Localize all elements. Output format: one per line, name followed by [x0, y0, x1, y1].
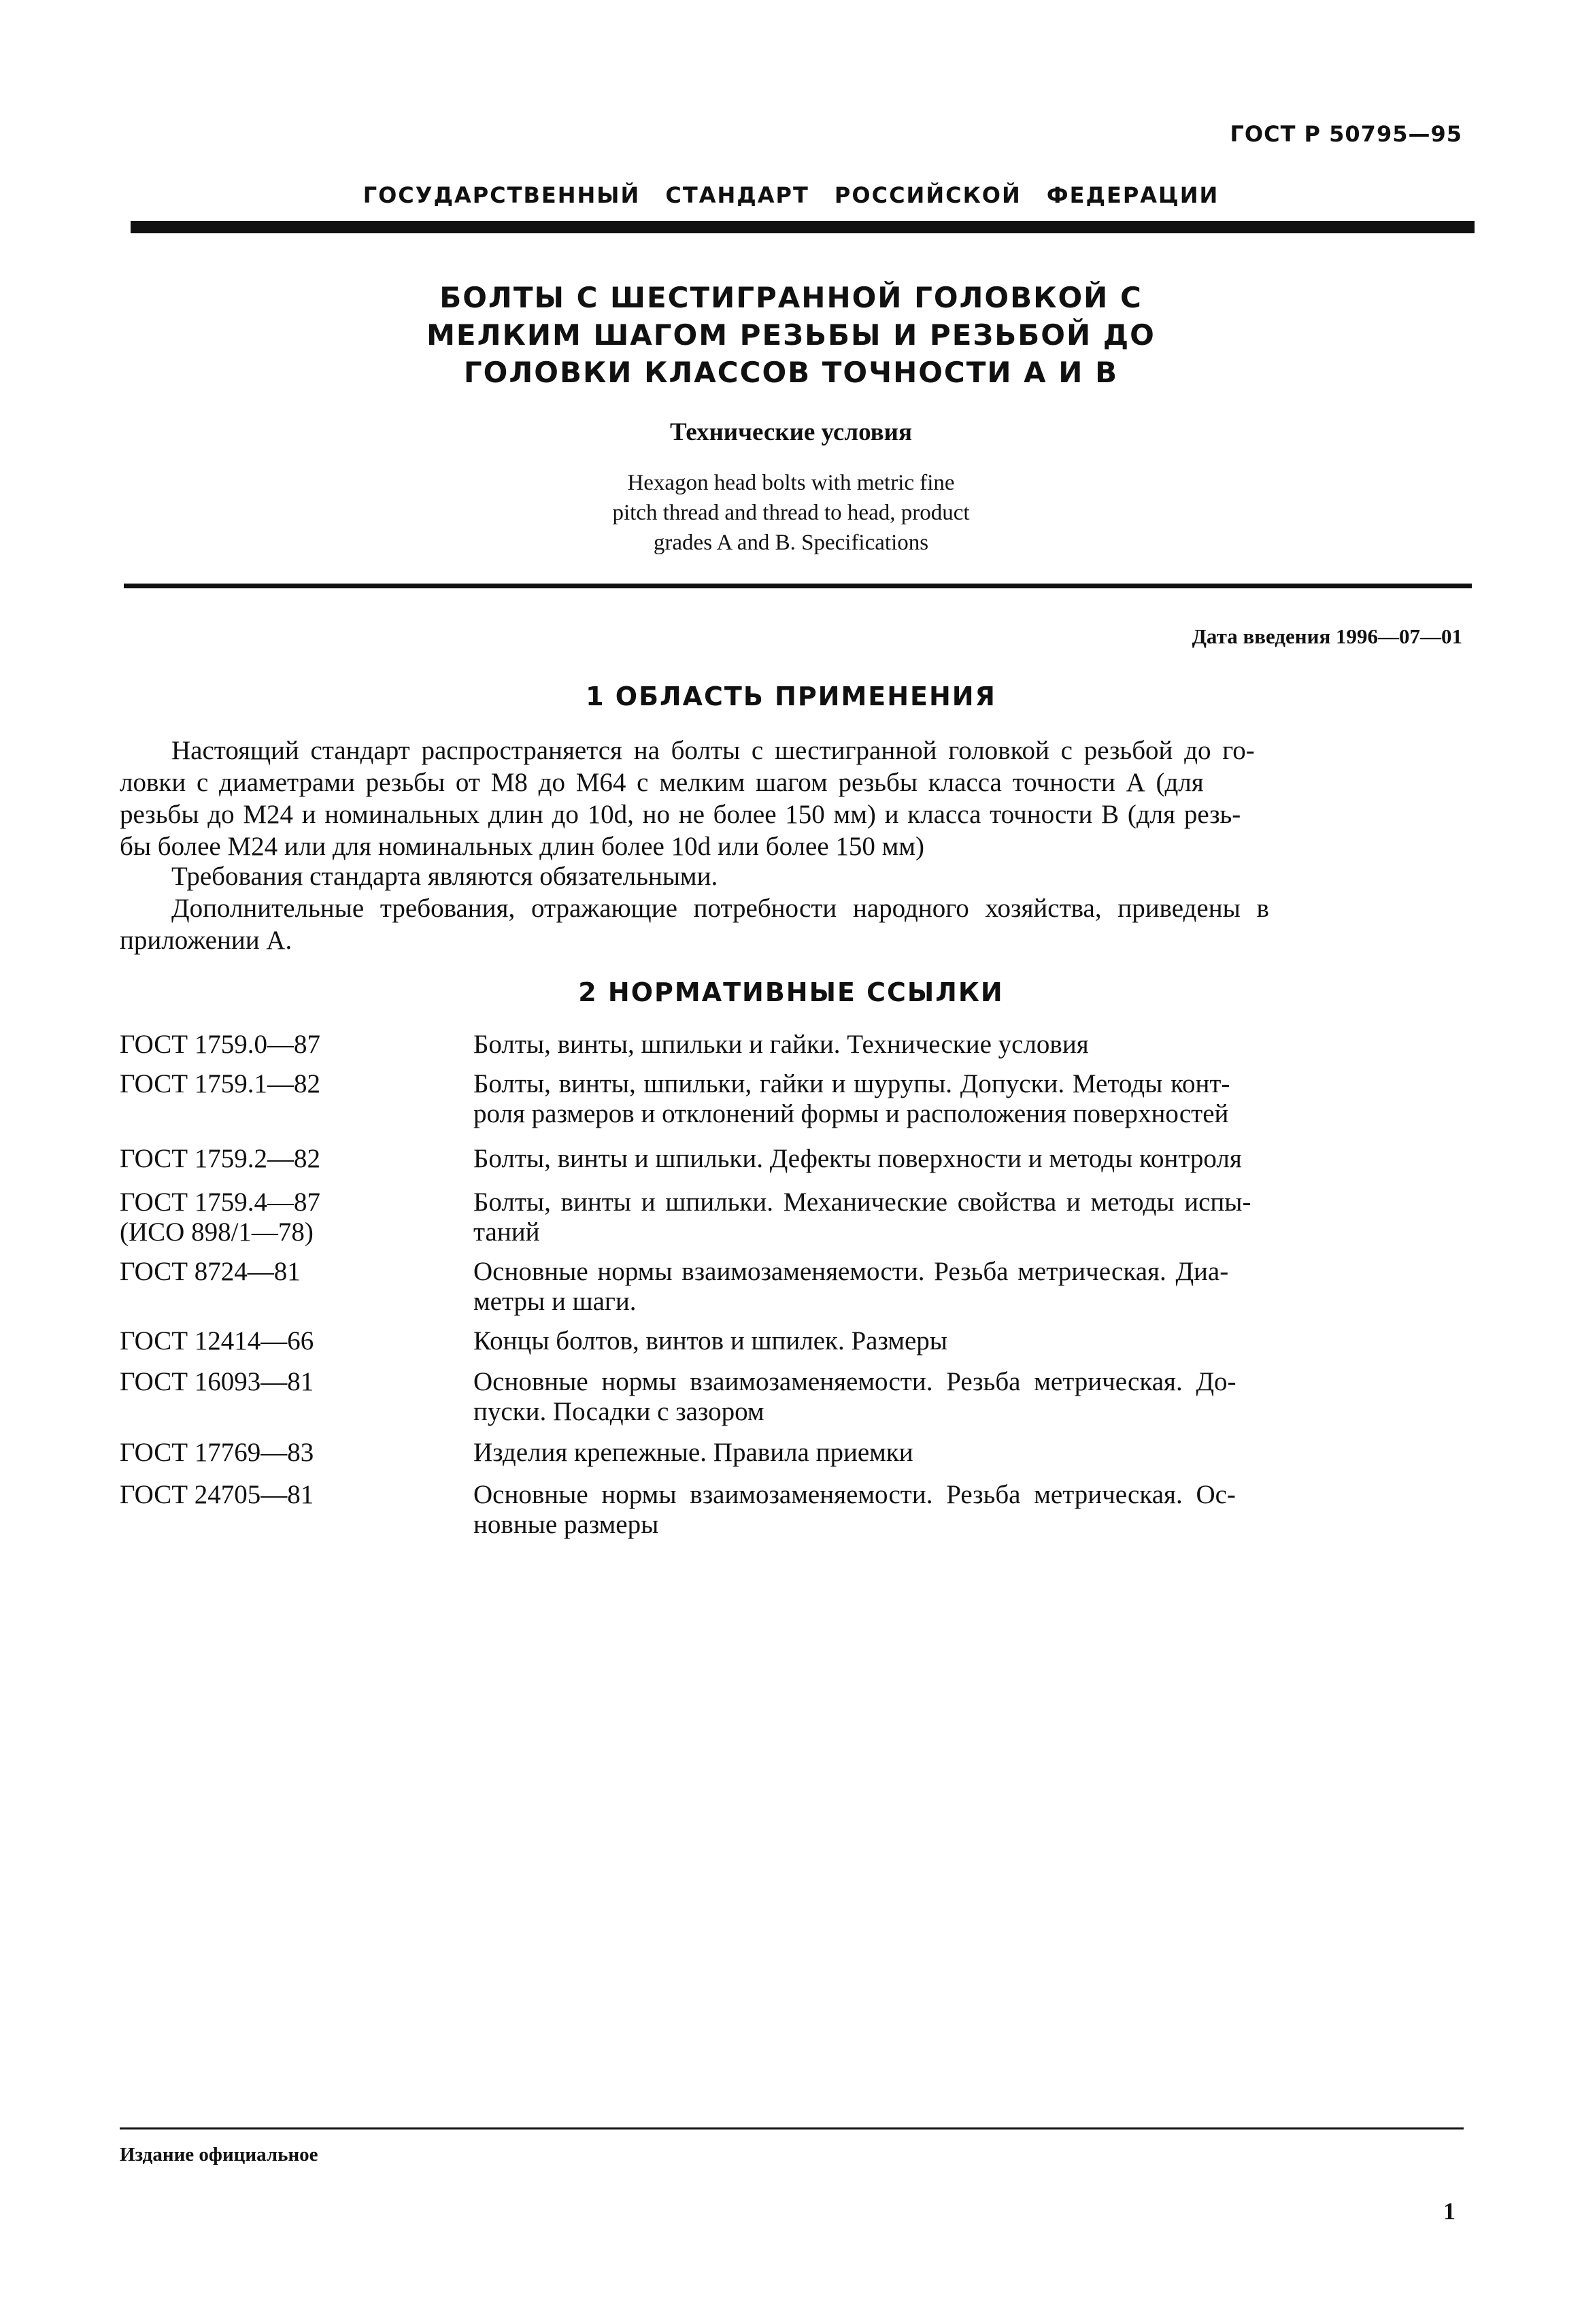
footer-rule: [120, 2127, 1464, 2129]
english-title-line: Hexagon head bolts with metric fine: [627, 471, 955, 495]
english-title: [0, 468, 1582, 558]
reference-code-line: (ИСО 898/1—78): [120, 1217, 314, 1247]
reference-code: [120, 1188, 460, 1247]
reference-title-line: Основные нормы взаимозаменяемости. Резьба метрическая. До-: [473, 1367, 1236, 1396]
reference-title: [473, 1438, 1464, 1468]
reference-title: [473, 1030, 1464, 1060]
section-1-paragraph-2: [120, 860, 1464, 892]
reference-title-line: таний: [473, 1217, 540, 1247]
reference-title-line: метры и шаги.: [473, 1287, 637, 1316]
english-title-line: grades A and B. Specifications: [653, 531, 929, 555]
reference-code-line: ГОСТ 17769—83: [120, 1438, 314, 1467]
reference-code: [120, 1144, 460, 1174]
reference-title-line: Болты, винты, шпильки, гайки и шурупы. Допуски. Методы конт-: [473, 1069, 1230, 1098]
reference-code-line: ГОСТ 1759.1—82: [120, 1069, 321, 1098]
section-1-title: 1 ОБЛАСТЬ ПРИМЕНЕНИЯ: [586, 681, 996, 711]
reference-code-line: ГОСТ 12414—66: [120, 1326, 314, 1355]
reference-title-line: новные размеры: [473, 1510, 659, 1539]
section-2-title: 2 НОРМАТИВНЫЕ ССЫЛКИ: [578, 977, 1004, 1007]
reference-code-line: ГОСТ 8724—81: [120, 1257, 301, 1286]
section-1-paragraph-3: [120, 892, 1464, 956]
reference-code-line: ГОСТ 24705—81: [120, 1480, 314, 1509]
section-1-paragraph-1: [120, 735, 1464, 862]
paragraph-line: резьбы до М24 и номинальных длин до 10d, но не более 150 мм) и класса точности В (для резь-: [120, 800, 1241, 829]
paragraph-line: Дополнительные требования, отражающие потребности народного хозяйства, приведены в: [171, 894, 1269, 923]
reference-title: [473, 1326, 1464, 1356]
paragraph-line: Настоящий стандарт распространяется на болты с шестигранной головкой с резьбой до го-: [171, 736, 1255, 765]
state-standard-heading: ГОСУДАРСТВЕННЫЙ СТАНДАРТ РОССИЙСКОЙ ФЕДЕРАЦИИ: [363, 182, 1219, 208]
reference-title-line: Основные нормы взаимозаменяемости. Резьба метрическая. Диа-: [473, 1257, 1229, 1286]
reference-title: [473, 1257, 1464, 1317]
reference-code: [120, 1257, 460, 1287]
reference-title-line: Болты, винты и шпильки. Дефекты поверхности и методы контроля: [473, 1144, 1242, 1173]
reference-code-line: ГОСТ 1759.2—82: [120, 1144, 321, 1173]
edition-note: Издание официальное: [120, 2144, 318, 2166]
title-rule: [124, 584, 1472, 588]
reference-code: [120, 1326, 460, 1356]
reference-title-line: Болты, винты и шпильки. Механические свойства и методы испы-: [473, 1188, 1251, 1217]
page-number: 1: [1443, 2197, 1455, 2225]
paragraph-line: Требования стандарта являются обязательными.: [171, 862, 718, 891]
paragraph-line: ловки с диаметрами резьбы от М8 до М64 с мелким шагом резьбы класса точности А (для: [120, 768, 1204, 797]
document-number: ГОСТ Р 50795—95: [1230, 121, 1462, 147]
document-title: [0, 279, 1582, 391]
english-title-line: pitch thread and thread to head, product: [612, 501, 970, 525]
paragraph-line: приложении А.: [120, 926, 292, 955]
reference-code: [120, 1438, 460, 1468]
header-rule: [131, 221, 1475, 233]
document-subtitle: Технические условия: [670, 418, 912, 446]
reference-code-line: ГОСТ 1759.4—87: [120, 1188, 321, 1217]
paragraph-line: бы более М24 или для номинальных длин более 10d или более 150 мм): [120, 832, 925, 861]
reference-title: [473, 1188, 1464, 1247]
reference-title-line: пуски. Посадки с зазором: [473, 1397, 764, 1426]
reference-code: [120, 1367, 460, 1397]
title-line: МЕЛКИМ ШАГОМ РЕЗЬБЫ И РЕЗЬБОЙ ДО: [426, 318, 1156, 352]
reference-code: [120, 1480, 460, 1510]
effective-date: Дата введения 1996—07—01: [1192, 624, 1462, 648]
reference-title: [473, 1480, 1464, 1540]
reference-code: [120, 1030, 460, 1060]
reference-title-line: Изделия крепежные. Правила приемки: [473, 1438, 913, 1467]
reference-title-line: Концы болтов, винтов и шпилек. Размеры: [473, 1326, 948, 1355]
title-line: БОЛТЫ С ШЕСТИГРАННОЙ ГОЛОВКОЙ С: [439, 281, 1143, 314]
reference-title-line: роля размеров и отклонений формы и расположения поверхностей: [473, 1099, 1229, 1128]
reference-title: [473, 1069, 1464, 1129]
reference-title: [473, 1144, 1464, 1174]
reference-title-line: Основные нормы взаимозаменяемости. Резьба метрическая. Ос-: [473, 1480, 1236, 1509]
reference-code-line: ГОСТ 16093—81: [120, 1367, 314, 1396]
reference-code: [120, 1069, 460, 1099]
title-line: ГОЛОВКИ КЛАССОВ ТОЧНОСТИ А И В: [463, 356, 1119, 389]
reference-title-line: Болты, винты, шпильки и гайки. Технические условия: [473, 1030, 1089, 1059]
reference-code-line: ГОСТ 1759.0—87: [120, 1030, 321, 1059]
reference-title: [473, 1367, 1464, 1427]
